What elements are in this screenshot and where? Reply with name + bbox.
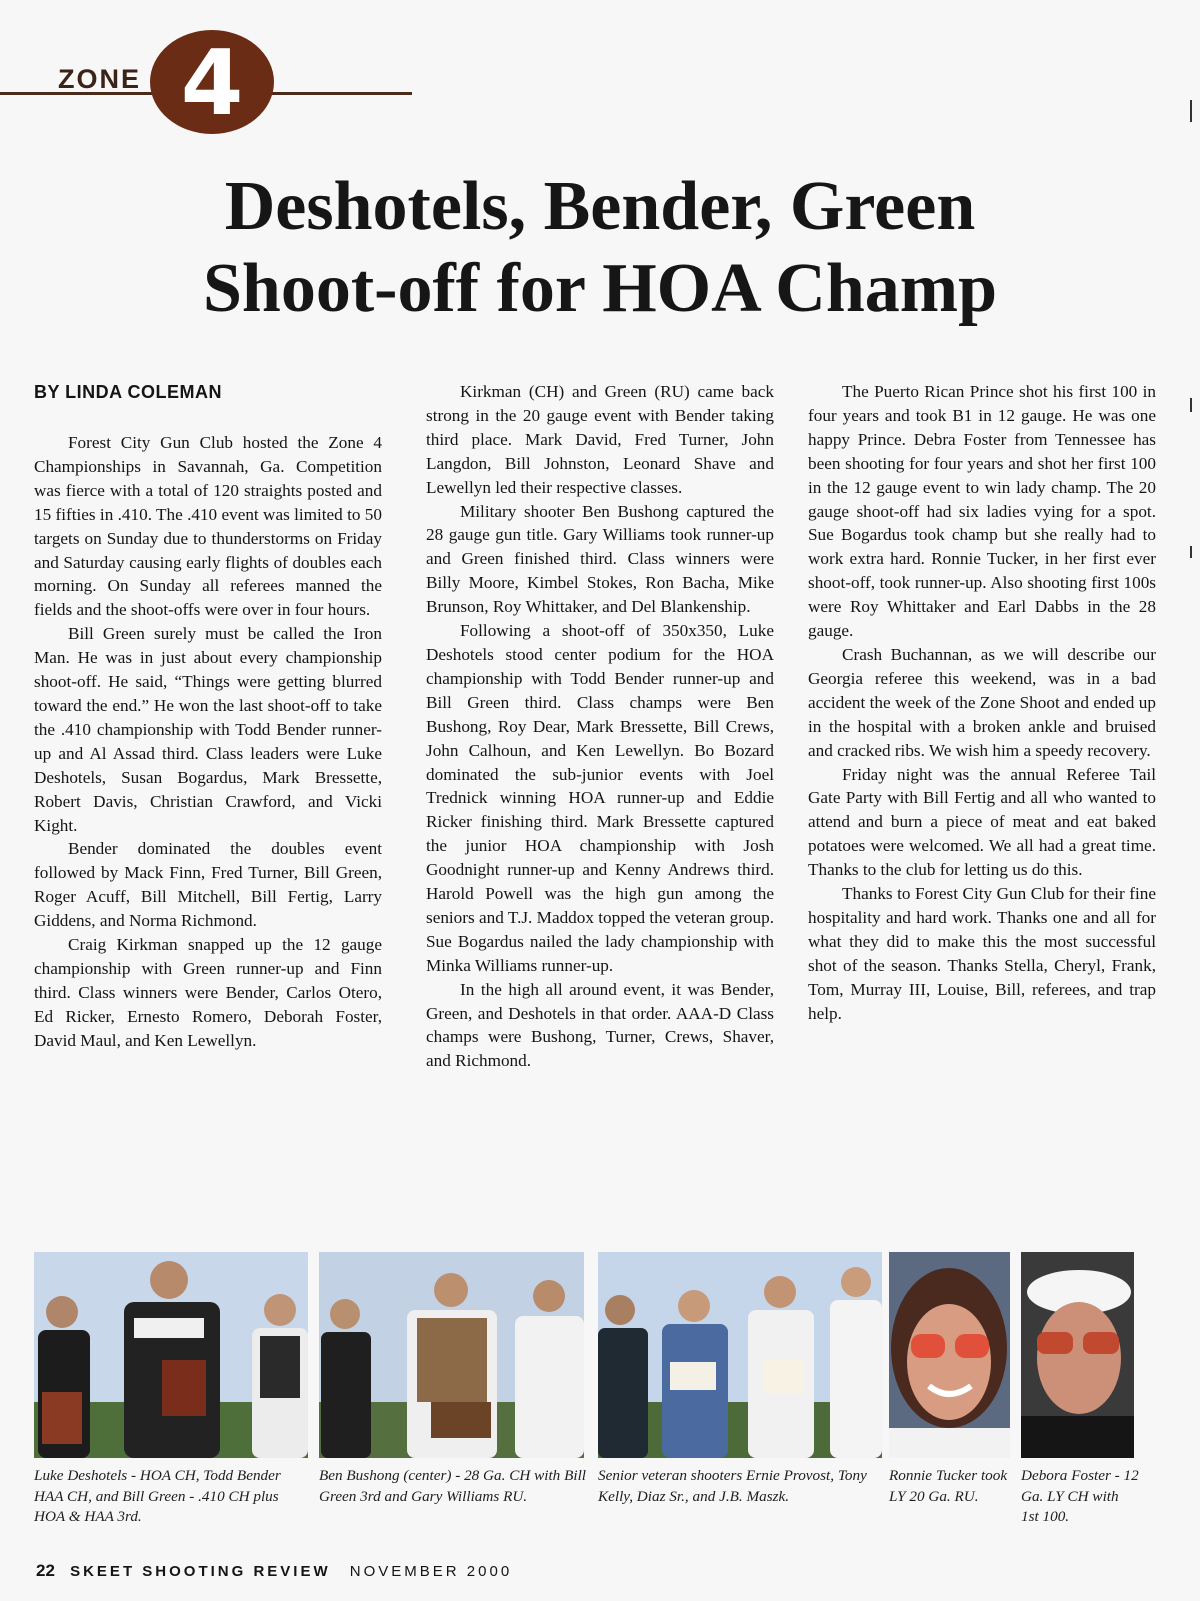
paragraph: Crash Buchannan, as we will describe our Georgia referee this weekend, was in a bad accident the week of the Zone Shoot and ended up in the hospital with a broken ankle and bruised and cracked ribs. We wish him a speedy recovery. <box>808 644 1156 760</box>
paragraph: Military shooter Ben Bushong captured the 28 gauge gun title. Gary Williams took runner-up and Green finished third. Class winners were Billy Moore, Kimbel Stokes, Ron Bacha, Mike Brunson, Roy Whittaker, and Del Blankenship. <box>426 501 774 617</box>
paragraph: In the high all around event, it was Bender, Green, and Deshotels in that order. AAA-D Class champs were Bushong, Turner, Crews, Shaver, and Richmond. <box>426 979 774 1071</box>
zone-number: 4 <box>180 31 244 136</box>
paragraph: The Puerto Rican Prince shot his first 100 in four years and took B1 in 12 gauge. He was one happy Prince. Debra Foster from Tennessee has been shooting for four years and shot her first 100 in the 12 gauge event to win lady champ. The 20 gauge shoot-off had six ladies vying for a spot. Sue Bogardus took champ but she really had to work extra hard. Ronnie Tucker, in her first ever shoot-off, took runner-up. Also shooting first 100s were Roy Whittaker and Earl Dabbs in the 28 gauge. <box>808 382 1156 641</box>
paragraph: Forest City Gun Club hosted the Zone 4 Championships in Savannah, Ga. Competition was fierce with a total of 120 straights posted and 15 fifties in .410. The .410 event was limited to 50 targets on Sunday due to thunderstorms on Friday and Saturday causing early flights of doubles each morning. On Sunday all referees manned the fields and the shoot-offs were over in four hours. <box>34 433 382 620</box>
photo-debora-foster <box>1021 1252 1134 1458</box>
byline: BY LINDA COLEMAN <box>34 382 222 402</box>
paragraph: Friday night was the annual Referee Tail Gate Party with Bill Fertig and all who wanted to attend and burn a piece of meat and eat baked potatoes were welcomed. We all had a great time. Thanks to the club for letting us do this. <box>808 764 1156 880</box>
article-headline <box>0 166 1200 330</box>
photo-caption: Debora Foster - 12 Ga. LY CH with 1st 100. <box>1021 1467 1139 1525</box>
article-column-2 <box>426 380 774 1073</box>
page-footer <box>36 1561 512 1581</box>
paragraph: Thanks to Forest City Gun Club for their fine hospitality and hard work. Thanks one and all for what they did to make this the most successful shot of the season. Thanks Stella, Cheryl, Frank, Tom, Murray III, Louise, Bill, referees, and trap help. <box>808 884 1156 1023</box>
scan-edge-mark <box>1190 546 1192 558</box>
headline-line-1: Deshotels, Bender, Green <box>224 168 976 245</box>
scan-edge-mark <box>1190 100 1192 122</box>
article-column-1 <box>34 380 382 1053</box>
paragraph: Bill Green surely must be called the Iron Man. He was in just about every championship shoot-off. He said, “Things were getting blurred toward the end.” He won the last shoot-off to take the .410 championship with Todd Bender runner-up and Al Assad third. Class leaders were Luke Deshotels, Susan Bogardus, Mark Bressette, Robert Davis, Christian Crawford, and Vicki Kight. <box>34 624 382 835</box>
magazine-name: SKEET SHOOTING REVIEW <box>70 1563 331 1580</box>
paragraph: Craig Kirkman snapped up the 12 gauge championship with Green runner-up and Finn third. Class winners were Bender, Carlos Otero, Ed Ricker, Ernesto Romero, Deborah Foster, David Maul, and Ken Lewellyn. <box>34 935 382 1050</box>
scan-edge-mark <box>1190 398 1192 412</box>
article-column-3 <box>808 380 1156 1025</box>
zone-number-badge <box>150 30 274 134</box>
paragraph: Bender dominated the doubles event followed by Mack Finn, Fred Turner, Bill Green, Roger Acuff, Bill Mitchell, Bill Fertig, Larry Giddens, and Norma Richmond. <box>34 839 382 931</box>
photo-caption: Senior veteran shooters Ernie Provost, Tony Kelly, Diaz Sr., and J.B. Maszk. <box>598 1467 867 1505</box>
photo-champions-trio <box>34 1252 308 1458</box>
zone-label: ZONE <box>58 64 142 94</box>
photo-senior-veterans <box>598 1252 882 1458</box>
issue-date: NOVEMBER 2000 <box>349 1563 513 1580</box>
headline-line-2: Shoot-off for HOA Champ <box>202 250 998 327</box>
photo-28-gauge-winners <box>319 1252 584 1458</box>
photo-caption: Ronnie Tucker took LY 20 Ga. RU. <box>889 1467 1008 1505</box>
photo-caption: Ben Bushong (center) - 28 Ga. CH with Bill Green 3rd and Gary Williams RU. <box>319 1467 587 1505</box>
page-number: 22 <box>36 1561 55 1580</box>
photo-caption: Luke Deshotels - HOA CH, Todd Bender HAA CH, and Bill Green - .410 CH plus HOA & HAA 3rd. <box>34 1467 281 1525</box>
paragraph: Kirkman (CH) and Green (RU) came back strong in the 20 gauge event with Bender taking third place. Mark David, Fred Turner, John Langdon, Bill Johnston, Leonard Shave and Lewellyn led their respective classes. <box>426 382 774 497</box>
paragraph: Following a shoot-off of 350x350, Luke Deshotels stood center podium for the HOA championship with Todd Bender runner-up and Bill Green third. Class champs were Ben Bushong, Roy Dear, Mark Bressette, Bill Crews, John Calhoun, and Ken Lewellyn. Bo Bozard dominated the sub-junior events with Joel Trednick winning HOA runner-up and Eddie Ricker finishing third. Mark Bressette captured the junior HOA championship with Josh Goodnight runner-up and Kenny Andrews third. Harold Powell was the high gun among the seniors and T.J. Maddox topped the veteran group. Sue Bogardus nailed the lady championship with Minka Williams runner-up. <box>426 621 774 975</box>
photo-ronnie-tucker <box>889 1252 1010 1458</box>
